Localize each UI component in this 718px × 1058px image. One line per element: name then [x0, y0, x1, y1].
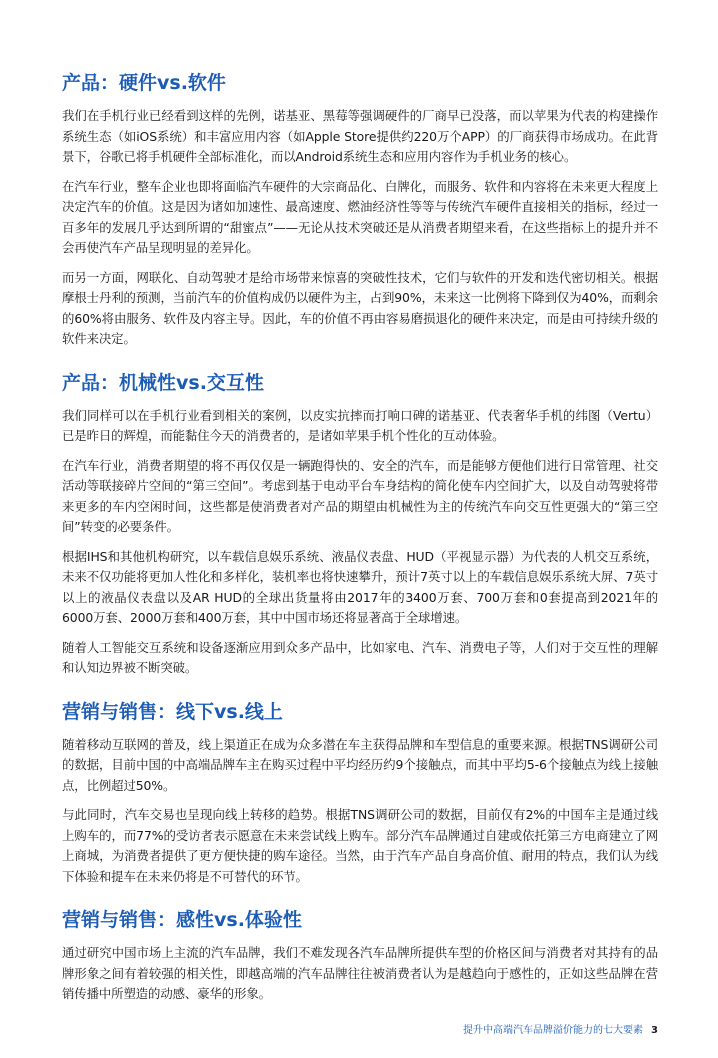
paragraph: 随着人工智能交互系统和设备逐渐应用到众多产品中，比如家电、汽车、消费电子等，人们对于交互性的理解和认知边界被不断突破。	[62, 639, 658, 675]
section-hardware-software	[62, 70, 658, 350]
paragraph: 在汽车行业，消费者期望的将不再仅仅是一辆跑得快的、安全的汽车，而是能够方便他们进行日常管理、社交活动等联接碎片空间的“第三空间”。考虑到基于电动平台车身结构的简化使车内空间扩大，以及自动驾驶将带来更多的车内空闲时间，这些都是使消费者对产品的期望由机械性为主的传统汽车向交互性更强大的“第三空间”转变的必要条件。	[62, 457, 658, 534]
paragraph: 根据IHS和其他机构研究，以车载信息娱乐系统、液晶仪表盘、HUD（平视显示器）为代表的人机交互系统，未来不仅功能将更加人性化和多样化，装机率也将快速攀升，预计7英寸以上的车载信息娱乐系统大屏、7英寸以上的液晶仪表盘以及AR HUD的全球出货量将由2017年的3400万套、700万套和0套提高到2021年的6000万套、2000万套和400万套，其中中国市场还将显著高于全球增速。	[62, 548, 658, 625]
paragraph: 通过研究中国市场上主流的汽车品牌，我们不难发现各汽车品牌所提供车型的价格区间与消费者对其持有的品牌形象之间有着较强的相关性，即越高端的汽车品牌往往被消费者认为是越趋向于感性的，正如这些品牌在营销传播中所塑造的动感、豪华的形象。	[62, 945, 658, 1001]
page-footer	[463, 1021, 658, 1036]
page-number: 3	[651, 1025, 658, 1036]
paragraph: 在汽车行业，整车企业也即将面临汽车硬件的大宗商品化、白牌化，而服务、软件和内容将在未来更大程度上决定汽车的价值。这是因为诸如加速性、最高速度、燃油经济性等等与传统汽车硬件直接相关的指标，经过一百多年的发展几乎达到所谓的“甜蜜点”——无论从技术突破还是从消费者期望来看，在这些指标上的提升并不会再使汽车产品呈现明显的差异化。	[62, 178, 658, 255]
section-mechanical-interactive	[62, 370, 658, 679]
paragraph: 随着移动互联网的普及，线上渠道正在成为众多潜在车主获得品牌和车型信息的重要来源。根据TNS调研公司的数据，目前中国的中高端品牌车主在购买过程中平均经历约9个接触点，而其中平均5-6个接触点为线上接触点，比例超过50%。	[62, 736, 658, 793]
section-offline-online	[62, 699, 658, 888]
section-heading: 营销与销售：线下vs.线上	[62, 700, 283, 723]
footer-title: 提升中高端汽车品牌溢价能力的七大要素	[463, 1025, 644, 1036]
paragraph: 我们在手机行业已经看到这样的先例，诺基亚、黑莓等强调硬件的厂商早已没落，而以苹果为代表的构建操作系统生态（如iOS系统）和丰富应用内容（如Apple Store提供约220万个APP）的厂商获得市场成功。在此背景下，谷歌已将手机硬件全部标准化，而以Android系统生态和应用内容作为手机业务的核心。	[62, 108, 658, 164]
paragraph: 我们同样可以在手机行业看到相关的案例，以皮实抗摔而打响口碑的诺基亚、代表奢华手机的纬图（Vertu）已是昨日的辉煌，而能黏住今天的消费者的，是诸如苹果手机个性化的互动体验。	[62, 407, 658, 443]
section-heading: 产品：机械性vs.交互性	[62, 371, 264, 394]
section-heading: 营销与销售：感性vs.体验性	[62, 909, 302, 931]
document-body	[62, 70, 658, 1025]
section-emotional-experiential	[62, 907, 658, 1005]
section-heading: 产品：硬件vs.软件	[62, 72, 226, 94]
paragraph: 与此同时，汽车交易也呈现向线上转移的趋势。根据TNS调研公司的数据，目前仅有2%的中国车主是通过线上购车的，而77%的受访者表示愿意在未来尝试线上购车。部分汽车品牌通过自建或依托第三方电商建立了网上商城，为消费者提供了更方便快捷的购车途径。当然，由于汽车产品自身高价值、耐用的特点，我们认为线下体验和提车在未来仍将是不可替代的环节。	[62, 807, 658, 884]
paragraph: 而另一方面，网联化、自动驾驶才是给市场带来惊喜的突破性技术，它们与软件的开发和迭代密切相关。根据摩根士丹利的预测，当前汽车的价值构成仍以硬件为主，占到90%，未来这一比例将下降到仅为40%，而剩余的60%将由服务、软件及内容主导。因此，车的价值不再由容易磨损退化的硬件来决定，而是由可持续升级的软件来决定。	[62, 269, 658, 346]
